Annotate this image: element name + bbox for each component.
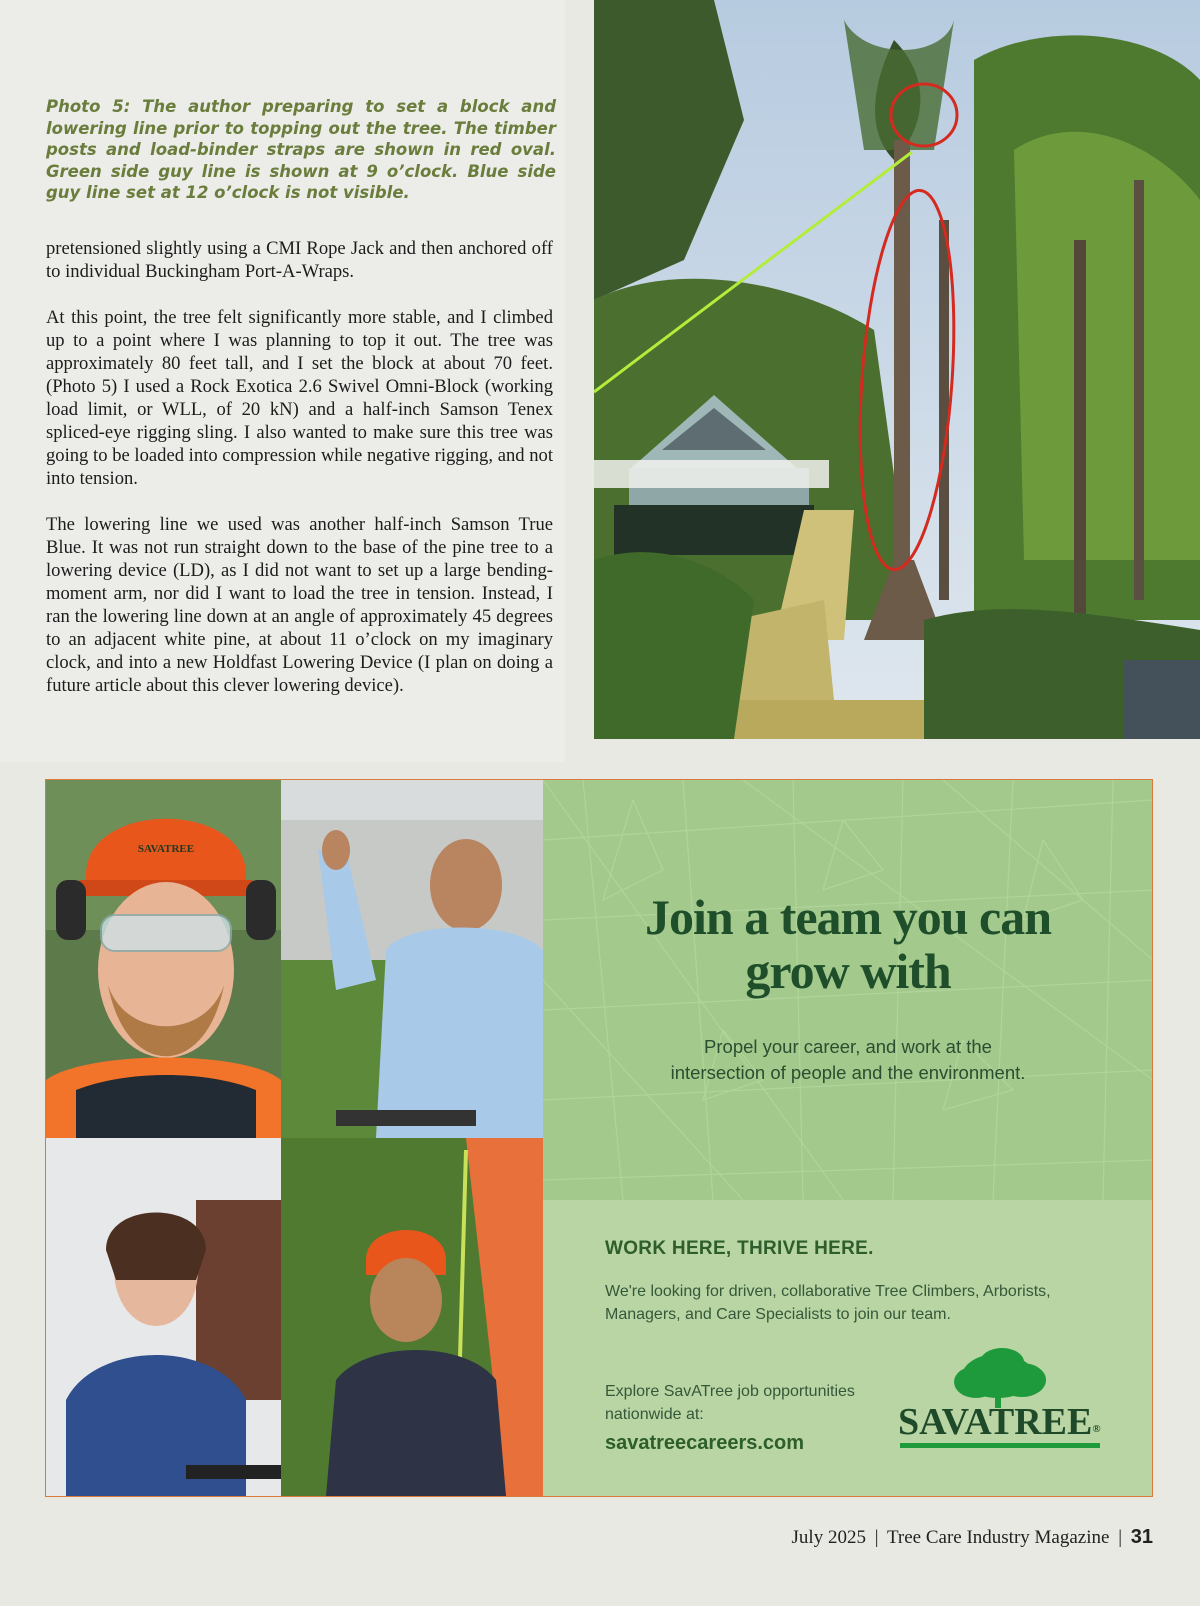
- photo-climber-helmet: [46, 780, 281, 1138]
- page-number: 31: [1130, 1526, 1153, 1548]
- photo-arborist-pointing: [281, 780, 543, 1138]
- footer-separator: |: [874, 1527, 879, 1548]
- issue-date: July 2025: [791, 1527, 866, 1548]
- photo-care-specialist: [46, 1138, 281, 1496]
- explore-text: Explore SavATree job opportunities nationwide at:: [605, 1383, 855, 1423]
- headline-line-1: Join a team you can: [645, 889, 1051, 945]
- paragraph: The lowering line we used was another half-inch Samson True Blue. It was not run straight down to the base of the pine tree to a lowering device (LD), as I did not want to set up a large bending-moment arm, nor did I want to load the tree in tension. Instead, I ran the lowering line down at an angle of approximately 45 degrees to an adjacent white pine, at about 11 o’clock on my imaginary clock, and into a new Holdfast Lowering Device (I plan on doing a future article about this clever lowering device).: [46, 514, 553, 696]
- ad-details-panel: [543, 1200, 1153, 1496]
- footer-separator: |: [1118, 1527, 1122, 1548]
- paragraph: At this point, the tree felt significantly more stable, and I climbed up to a point where I was planning to top it out. The tree was approximately 80 feet tall, and I set the block at about 70 feet. (Photo 5) I used a Rock Exotica 2.6 Swivel Omni-Block (working load limit, or WLL, of 20 kN) and a half-inch Samson Tenex spliced-eye rigging sling. I also wanted to make sure this tree was going to be loaded into compression while negative rigging, and not into tension.: [46, 307, 553, 489]
- registered-mark: ®: [1092, 1423, 1101, 1435]
- page-footer: [792, 1526, 1153, 1549]
- work-here-heading: WORK HERE, THRIVE HERE.: [605, 1238, 874, 1259]
- headline-line-2: grow with: [745, 943, 951, 999]
- ad-photo-grid: [46, 780, 543, 1496]
- logo-wordmark: [898, 1400, 1108, 1444]
- savatree-advertisement: [45, 779, 1153, 1497]
- ad-headline-panel: [543, 780, 1153, 1200]
- helmet-logo-text: SAVATREE: [137, 843, 195, 855]
- ad-subheadline: [543, 1034, 1153, 1086]
- photo-caption: Photo 5: The author preparing to set a block and lowering line prior to topping out the tree. The timber posts and load-binder straps are shown in red oval. Green side guy line is shown at 9 o’clock. Blue side guy line set at 12 o’clock is not visible.: [46, 97, 556, 202]
- magazine-name: Tree Care Industry Magazine: [886, 1527, 1110, 1548]
- careers-url-link[interactable]: savatreecareers.com: [605, 1432, 805, 1454]
- paragraph: pretensioned slightly using a CMI Rope Jack and then anchored off to individual Buckingham Port-A-Wraps.: [46, 238, 553, 282]
- logo-underline: [900, 1443, 1100, 1448]
- subheadline-line-2: intersection of people and the environment.: [670, 1062, 1026, 1083]
- photo-tree-climber: [281, 1138, 543, 1496]
- recruiting-text: We're looking for driven, collaborative Tree Climbers, Arborists, Managers, and Care Specialists to join our team.: [605, 1283, 1051, 1323]
- subheadline-line-1: Propel your career, and work at the: [704, 1036, 992, 1057]
- ad-headline: [543, 890, 1153, 998]
- savatree-logo: [898, 1348, 1108, 1448]
- article-body: [46, 237, 553, 720]
- logo-wordmark-text: SAVATREE: [898, 1401, 1093, 1443]
- tree-logo-icon: [898, 1348, 1108, 1408]
- tree-photo: [594, 0, 1200, 739]
